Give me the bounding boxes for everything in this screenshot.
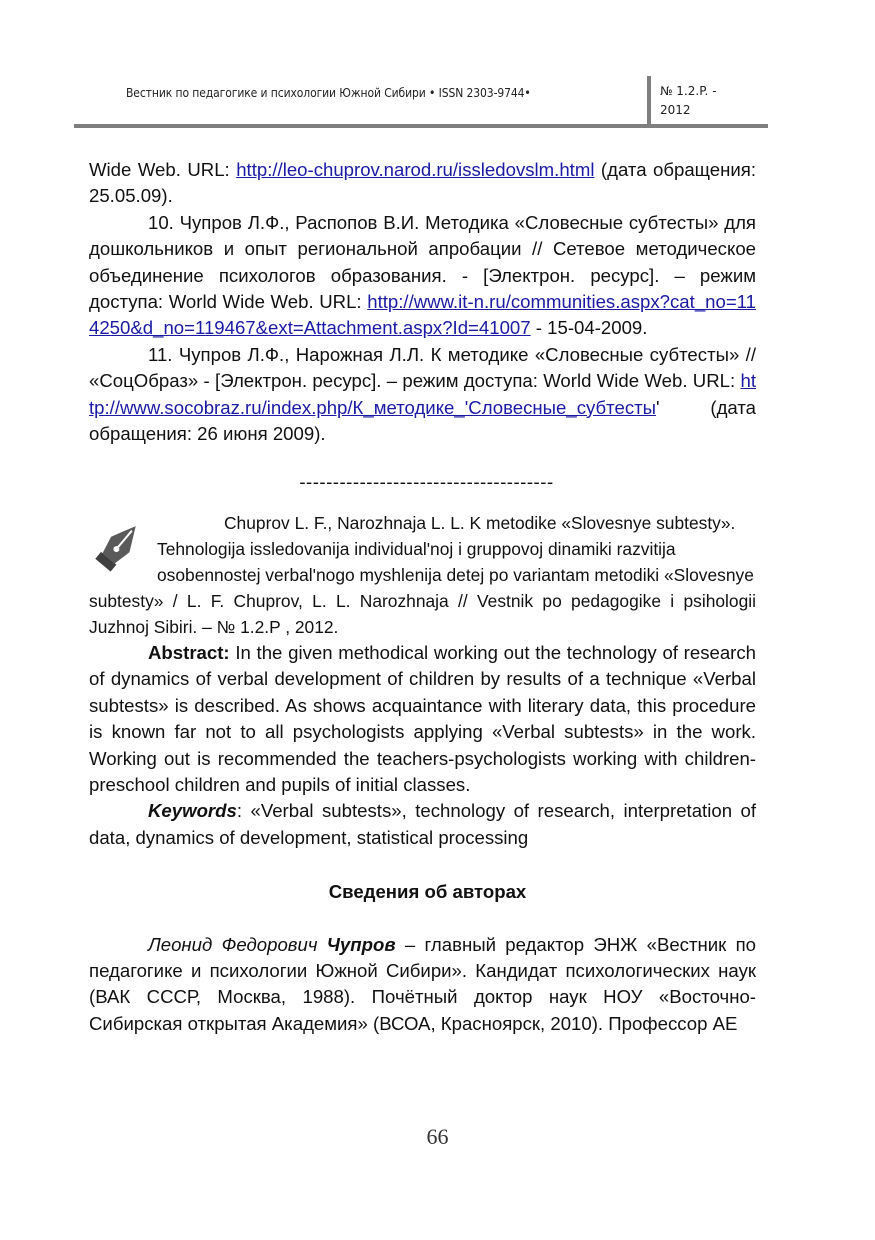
reference-10-date: - 15-04-2009. <box>530 317 648 339</box>
reference-11-text: 11. Чупров Л.Ф., Нарожная Л.Л. К методике «Словесные субтесты» // «СоцОбраз» - [Электрон. ресурс]. – режим доступа: World Wide Web. URL: <box>89 343 756 392</box>
issue-number-line2: 2012 <box>660 103 691 117</box>
fountain-pen-icon <box>94 518 144 574</box>
reference-11-link[interactable]: http://www.socobraz.ru/index.php/К_методике_'Словесные_субтесты <box>89 370 756 418</box>
author-bio-text: – главный редактор ЭНЖ «Вестник по педагогике и психологии Южной Сибири». Кандидат психологических наук (ВАК СССР, Москва, 1988). Почётный доктор наук НОУ «Восточно-Сибирская открытая Академия» (ВСОА, Красноярск, 2010). Профессор АЕ <box>89 933 756 1034</box>
reference-11-date: ' (дата обращения: 26 июня 2009). <box>89 396 756 445</box>
header-horizontal-rule <box>74 124 768 128</box>
reference-10 <box>89 210 756 342</box>
reference-11 <box>89 342 756 448</box>
author-last-name: Чупров <box>326 933 396 955</box>
header-vertical-divider <box>647 76 651 125</box>
citation-line-1: Chuprov L. F., Narozhnaja L. L. K metodike «Slovesnye subtesty». <box>224 512 736 533</box>
keywords-label: Keywords <box>148 800 237 822</box>
reference-9-tail <box>89 157 756 210</box>
citation-line-2: Tehnologija issledovanija individual'noj i gruppovoj dinamiki razvitija <box>157 538 676 559</box>
author-bio <box>89 932 756 1038</box>
reference-9-link[interactable]: http://leo-chuprov.narod.ru/issledovslm.html <box>236 159 595 180</box>
reference-10-text: 10. Чупров Л.Ф., Распопов В.И. Методика «Словесные субтесты» для дошкольников и опыт региональной апробации // Сетевое методическое объединение психологов образования. - [Электрон. ресурс]. – режим доступа: World Wide Web. URL: <box>89 211 756 313</box>
issue-number-line1: № 1.2.P. - <box>660 84 717 98</box>
keywords-text: : «Verbal subtests», technology of research, interpretation of data, dynamics of development, statistical processing <box>89 800 756 848</box>
author-first-name: Леонид Федорович <box>148 933 318 955</box>
issue-number <box>660 82 750 120</box>
keywords-paragraph <box>89 798 756 851</box>
authors-heading: Сведения об авторах <box>328 881 527 903</box>
citation-line-3: osobennostej verbal'nogo myshlenija detej po variantam metodiki «Slovesnye <box>157 564 754 585</box>
page-number: 66 <box>426 1124 449 1149</box>
page-content <box>89 157 756 1037</box>
citation-block <box>89 510 756 640</box>
reference-9-text: Wide Web. URL: <box>89 159 237 180</box>
reference-10-link[interactable]: http://www.it-n.ru/communities.aspx?cat_no=114250&d_no=119467&ext=Attachment.aspx?Id=41007 <box>89 291 756 339</box>
abstract-label: Abstract: <box>148 641 230 663</box>
journal-title: Вестник по педагогике и психологии Южной Сибири • ISSN 2303-9744• <box>126 86 531 100</box>
abstract-text: In the given methodical working out the technology of research of dynamics of verbal development of children by results of a technique «Verbal subtests» is described. As shows acquaintance with literary data, this procedure is known far not to all psychologists applying «Verbal subtests» in the work. Working out is recommended the teachers-psychologists working with children-preschool children and pupils of initial classes. <box>89 641 756 795</box>
abstract-paragraph <box>89 640 756 798</box>
section-separator: -------------------------------------- <box>299 471 554 493</box>
reference-9-date: (дата обращения: 25.05.09). <box>89 159 756 207</box>
citation-rest: subtesty» / L. F. Chuprov, L. L. Narozhnaja // Vestnik po pedagogike i psihologii Juzhnoj Sibiri. – № 1.2.P , 2012. <box>89 590 756 637</box>
